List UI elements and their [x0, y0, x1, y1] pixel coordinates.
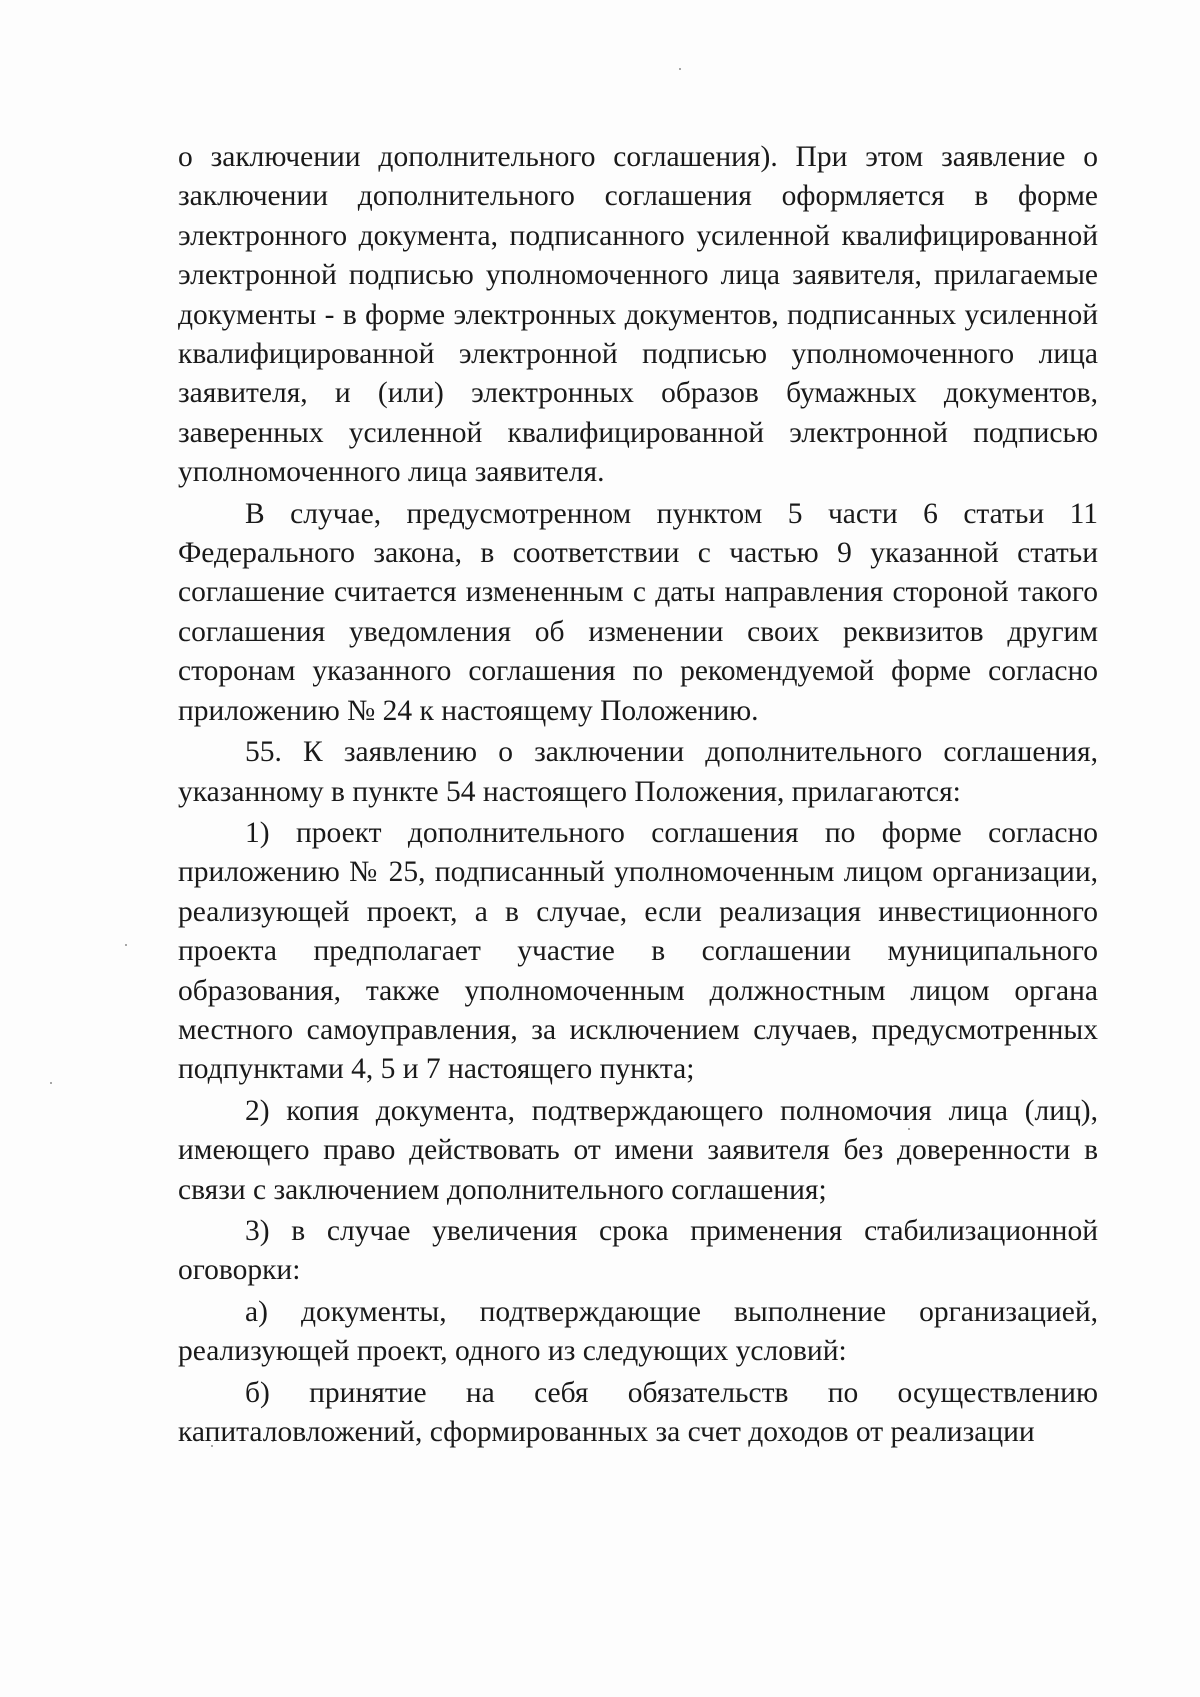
scan-speck — [125, 944, 127, 946]
document-body — [178, 138, 1098, 1454]
paragraph-continuation: о заключении дополнительного соглашения). При этом заявление о заключении дополнительного соглашения оформляется в форме электронного документа, подписанного усиленной квалифицированной электронной подписью уполномоченного лица заявителя, прилагаемые документы - в форме электронных документов, подписанных усиленной квалифицированной электронной подписью уполномоченного лица заявителя, и (или) электронных образов бумажных документов, заверенных усиленной квалифицированной электронной подписью уполномоченного лица заявителя. — [178, 141, 1098, 489]
list-subitem-b: б) принятие на себя обязательств по осуществлению капиталовложений, сформированных за счет доходов от реализации — [178, 1376, 1098, 1448]
paragraph-changed-details: В случае, предусмотренном пунктом 5 части 6 статьи 11 Федерального закона, в соответствии с частью 9 указанной статьи соглашение считается измененным с даты направления стороной такого соглашения уведомления об изменении своих реквизитов другим сторонам указанного соглашения по рекомендуемой форме согласно приложению № 24 к настоящему Положению. — [178, 497, 1098, 727]
list-item-2: 2) копия документа, подтверждающего полномочия лица (лиц), имеющего право действовать от имени заявителя без доверенности в связи с заключением дополнительного соглашения; — [178, 1094, 1098, 1206]
list-item-3: 3) в случае увеличения срока применения стабилизационной оговорки: — [178, 1214, 1098, 1287]
scan-speck — [50, 1082, 52, 1084]
list-item-1: 1) проект дополнительного соглашения по форме согласно приложению № 25, подписанный уполномоченным лицом организации, реализующей проект, а в случае, если реализация инвестиционного проекта предполагает участие в соглашении муниципального образования, также уполномоченным должностным лицом органа местного самоуправления, за исключением случаев, предусмотренных подпунктами 4, 5 и 7 настоящего пункта; — [178, 816, 1098, 1086]
paragraph-clause-55: 55. К заявлению о заключении дополнительного соглашения, указанному в пункте 54 настоящего Положения, прилагаются: — [178, 736, 1098, 808]
list-subitem-a: а) документы, подтверждающие выполнение организацией, реализующей проект, одного из следующих условий: — [178, 1295, 1098, 1368]
scan-speck — [679, 68, 681, 70]
